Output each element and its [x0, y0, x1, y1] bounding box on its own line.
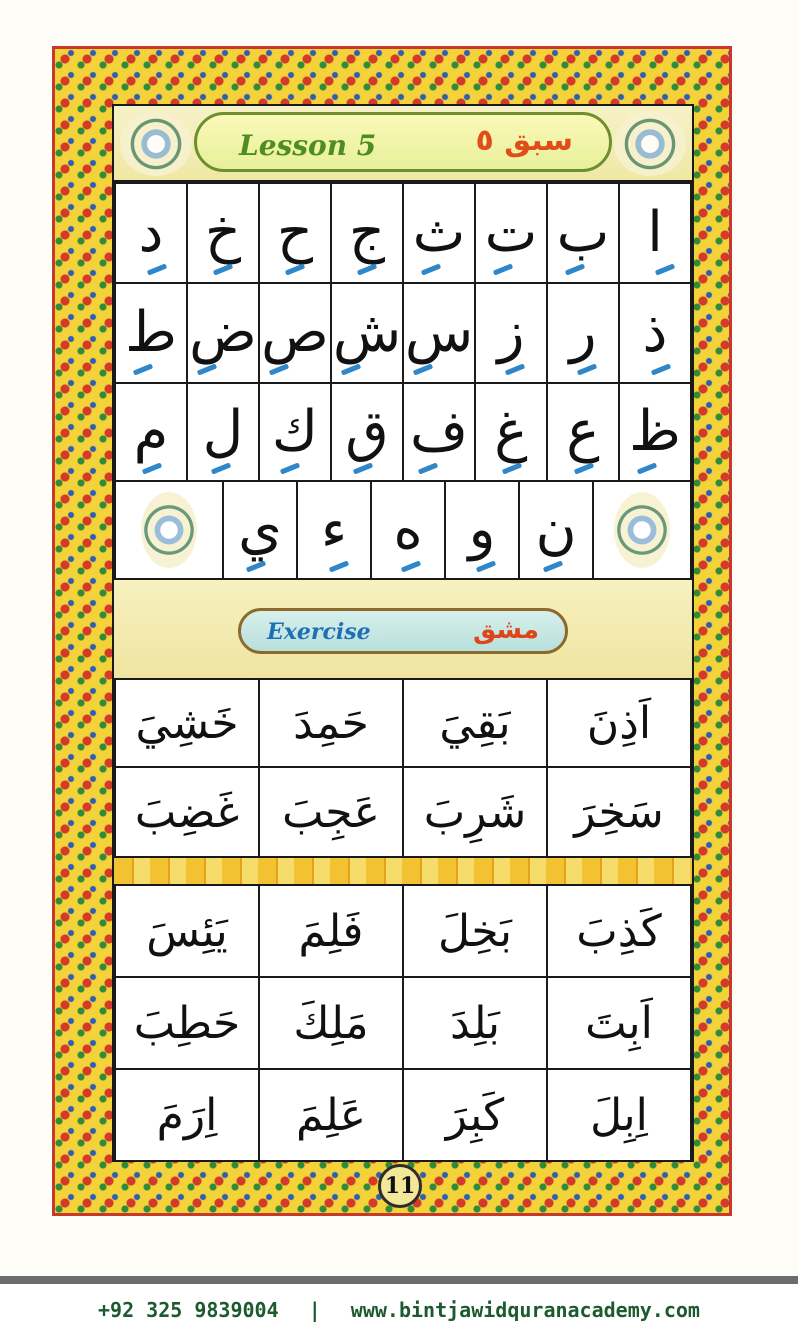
arabic-word: خَشِيَ: [135, 697, 239, 749]
arabic-letter: ف: [410, 404, 468, 460]
kasra-mark: [353, 462, 373, 474]
arabic-letter: د: [139, 205, 164, 261]
arabic-letter: ذ: [643, 305, 668, 361]
word-cell: [258, 678, 404, 768]
word-cell: [114, 884, 260, 978]
arabic-letter: ز: [497, 305, 524, 361]
word-cell: [546, 766, 692, 858]
arabic-word: اَبِتَ: [585, 997, 653, 1049]
kasra-mark: [146, 263, 166, 275]
kasra-mark: [341, 363, 361, 375]
arabic-word: اِبِلَ: [590, 1089, 648, 1141]
letter-cell: [546, 382, 620, 482]
word-cell: [402, 1068, 548, 1162]
arabic-word: مَلِكَ: [293, 997, 369, 1049]
arabic-word: عَجِبَ: [282, 786, 380, 838]
left-ornament-icon: [120, 112, 192, 176]
footer-website-link[interactable]: www.bintjawidquranacademy.com: [350, 1298, 700, 1322]
word-cell: [402, 884, 548, 978]
floral-ornament-icon: [614, 492, 670, 568]
arabic-word: يَئِسَ: [146, 905, 228, 957]
ornament-cell: [114, 480, 224, 580]
kasra-mark: [141, 462, 161, 474]
kasra-mark: [285, 263, 305, 275]
word-cell: [114, 766, 260, 858]
word-cell: [258, 766, 404, 858]
arabic-word: بَقِيَ: [439, 697, 511, 749]
kasra-mark: [476, 560, 496, 572]
exercise-title-pill: [238, 608, 568, 654]
letter-cell: [618, 382, 692, 482]
arabic-word: كَبِرَ: [445, 1089, 505, 1141]
letter-cell: [258, 282, 332, 384]
arabic-word: شَرِبَ: [423, 786, 527, 838]
arabic-letter: ء: [321, 502, 347, 558]
arabic-word: اِرَمَ: [156, 1089, 218, 1141]
word-cell: [546, 884, 692, 978]
arabic-word: عَلِمَ: [295, 1089, 367, 1141]
kasra-mark: [543, 560, 563, 572]
word-cell: [546, 1068, 692, 1162]
kasra-mark: [329, 560, 349, 572]
lesson-title-arabic: سبق ٥: [475, 123, 573, 158]
footer-contact: [0, 1292, 798, 1328]
arabic-word: سَخِرَ: [574, 786, 664, 838]
exercise-header-band: [114, 578, 692, 680]
arabic-letter: ص: [261, 305, 329, 361]
letter-cell: [474, 282, 548, 384]
exercise-title-arabic: مشق: [473, 615, 539, 645]
footer-separator: |: [308, 1298, 321, 1322]
arabic-word: بَخِلَ: [438, 905, 512, 957]
footer-divider: [0, 1276, 798, 1284]
arabic-letter: ك: [272, 404, 318, 460]
arabic-word: كَذِبَ: [576, 905, 662, 957]
arabic-letter: ج: [349, 205, 385, 261]
letter-cell: [330, 182, 404, 284]
letter-cell: [402, 282, 476, 384]
kasra-mark: [197, 363, 217, 375]
right-ornament-icon: [614, 112, 686, 176]
arabic-letter: م: [134, 404, 169, 460]
kasra-mark: [213, 263, 233, 275]
kasra-mark: [650, 363, 670, 375]
arabic-letter: ض: [189, 305, 257, 361]
word-cell: [114, 1068, 260, 1162]
letter-cell: [474, 182, 548, 284]
word-cell: [114, 678, 260, 768]
word-cell: [402, 976, 548, 1070]
ornament-cell: [592, 480, 692, 580]
arabic-word: حَمِدَ: [293, 697, 369, 749]
arabic-letter: ا: [647, 205, 663, 261]
arabic-letter: س: [405, 305, 473, 361]
letter-cell: [370, 480, 446, 580]
arabic-letter: ل: [203, 404, 244, 460]
floral-ornament-icon: [141, 492, 197, 568]
kasra-mark: [418, 462, 438, 474]
arabic-letter: ط: [125, 305, 177, 361]
kasra-mark: [269, 363, 289, 375]
letter-cell: [444, 480, 520, 580]
kasra-mark: [502, 462, 522, 474]
arabic-word: اَذِنَ: [586, 697, 652, 749]
word-cell: [546, 976, 692, 1070]
letter-cell: [114, 282, 188, 384]
letter-cell: [296, 480, 372, 580]
kasra-mark: [246, 560, 266, 572]
letter-cell: [186, 282, 260, 384]
letter-cell: [222, 480, 298, 580]
arabic-letter: ه: [393, 502, 422, 558]
letter-cell: [618, 182, 692, 284]
kasra-mark: [413, 363, 433, 375]
word-cell: [402, 766, 548, 858]
arabic-letter: ش: [333, 305, 401, 361]
kasra-mark: [577, 363, 597, 375]
kasra-mark: [401, 560, 421, 572]
arabic-letter: ر: [569, 305, 596, 361]
kasra-mark: [655, 263, 675, 275]
arabic-letter: غ: [494, 404, 527, 460]
arabic-word: بَلِدَ: [450, 997, 500, 1049]
letter-cell: [402, 382, 476, 482]
arabic-letter: ث: [413, 205, 466, 261]
word-cell: [258, 976, 404, 1070]
letter-cell: [518, 480, 594, 580]
arabic-letter: ن: [535, 502, 576, 558]
lesson-title-pill: [194, 112, 612, 172]
letter-cell: [330, 382, 404, 482]
lesson-title-band: [114, 106, 692, 182]
arabic-word: فَلِمَ: [298, 905, 364, 957]
letter-cell: [474, 382, 548, 482]
page-number: 11: [378, 1164, 422, 1208]
letter-cell: [330, 282, 404, 384]
kasra-mark: [492, 263, 512, 275]
kasra-mark: [505, 363, 525, 375]
kasra-mark: [564, 263, 584, 275]
letter-cell: [402, 182, 476, 284]
arabic-letter: و: [468, 502, 495, 558]
letter-cell: [186, 382, 260, 482]
arabic-word: حَطِبَ: [133, 997, 241, 1049]
kasra-mark: [133, 363, 153, 375]
arabic-letter: ب: [557, 205, 610, 261]
letter-cell: [258, 382, 332, 482]
arabic-letter: ح: [277, 205, 313, 261]
word-cell: [114, 976, 260, 1070]
letter-cell: [546, 282, 620, 384]
kasra-mark: [210, 462, 230, 474]
kasra-mark: [574, 462, 594, 474]
letter-cell: [186, 182, 260, 284]
kasra-mark: [637, 462, 657, 474]
letter-cell: [258, 182, 332, 284]
arabic-word: غَضِبَ: [134, 786, 240, 838]
lesson-title-english: Lesson 5: [239, 129, 377, 162]
footer-phone[interactable]: +92 325 9839004: [98, 1298, 279, 1322]
letter-cell: [546, 182, 620, 284]
word-cell: [258, 1068, 404, 1162]
kasra-mark: [420, 263, 440, 275]
arabic-letter: ت: [485, 205, 538, 261]
arabic-letter: ظ: [629, 404, 681, 460]
letter-cell: [114, 182, 188, 284]
exercise-title-english: Exercise: [267, 619, 371, 645]
letter-cell: [618, 282, 692, 384]
arabic-letter: خ: [205, 205, 241, 261]
arabic-letter: ع: [566, 404, 599, 460]
arabic-letter: ق: [345, 404, 388, 460]
word-cell: [402, 678, 548, 768]
ornamental-divider: [114, 856, 692, 886]
arabic-letter: ي: [238, 502, 282, 558]
word-cell: [546, 678, 692, 768]
letter-cell: [114, 382, 188, 482]
kasra-mark: [357, 263, 377, 275]
word-cell: [258, 884, 404, 978]
kasra-mark: [280, 462, 300, 474]
